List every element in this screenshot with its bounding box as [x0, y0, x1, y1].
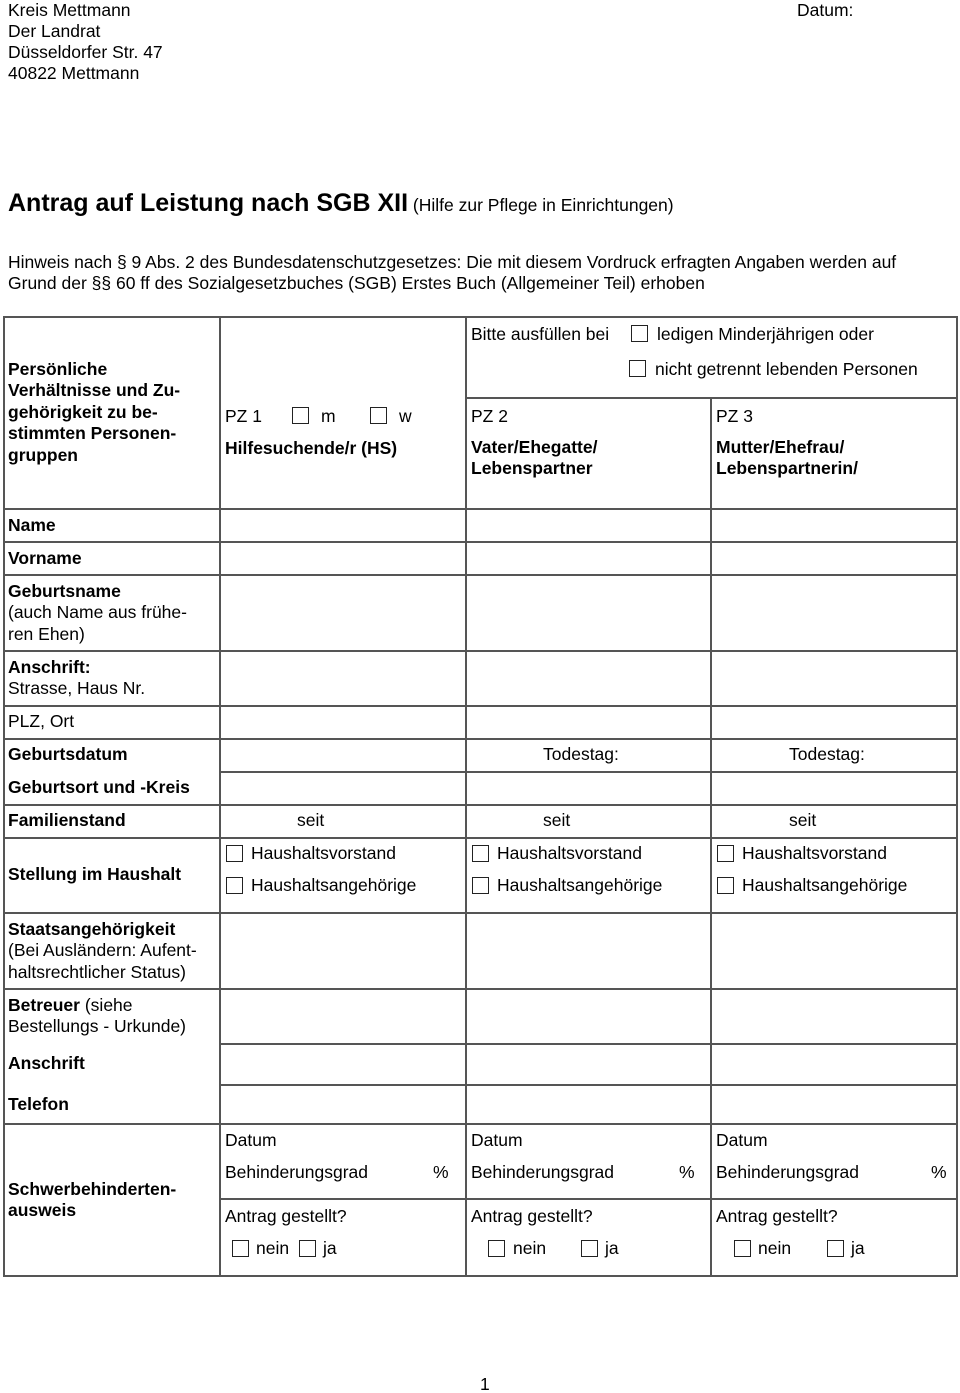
row-label-schwb: ausweis [8, 1200, 77, 1220]
pz2-label: PZ 2 [471, 406, 508, 426]
option-label: Haushaltsangehörige [497, 875, 663, 895]
option-label: Haushaltsangehörige [251, 875, 417, 895]
row-label-telefon: Telefon [8, 1094, 69, 1114]
row-label-geburtsname: Geburtsname [8, 581, 121, 601]
checkbox-haushaltsvorstand[interactable] [226, 845, 243, 862]
date-label: Datum: [797, 0, 854, 20]
sender-line: 40822 Mettmann [8, 63, 140, 83]
section-label: gehörigkeit zu be- [8, 402, 158, 422]
table-grid-line [3, 837, 958, 839]
section-label: stimmten Personen- [8, 423, 177, 443]
table-grid-line [3, 541, 958, 543]
row-label-plz: PLZ, Ort [8, 711, 75, 731]
checkbox-ja[interactable] [299, 1240, 316, 1257]
table-grid-line [3, 912, 958, 914]
sender-line: Der Landrat [8, 21, 101, 41]
row-note: haltsrechtlicher Status) [8, 962, 186, 982]
table-grid-line [3, 988, 958, 990]
checkbox-ledige-minderjaehrige[interactable] [631, 325, 648, 342]
female-label: w [399, 406, 412, 426]
table-grid-line [465, 316, 467, 1277]
checkbox-nein[interactable] [734, 1240, 751, 1257]
checkbox-haushaltsangehoerige[interactable] [472, 877, 489, 894]
checkbox-ja[interactable] [581, 1240, 598, 1257]
pz1-label: PZ 1 [225, 406, 262, 426]
row-label-anschrift: Anschrift: [8, 657, 91, 677]
table-grid-line [3, 804, 958, 806]
grad-label: Behinderungsgrad [225, 1162, 369, 1182]
datum-label: Datum [471, 1130, 523, 1150]
pz3-role: Mutter/Ehefrau/ [716, 437, 845, 457]
row-label-stellung: Stellung im Haushalt [8, 864, 182, 884]
datum-label: Datum [225, 1130, 277, 1150]
ja-label: ja [605, 1238, 619, 1258]
checkbox-nein[interactable] [232, 1240, 249, 1257]
ja-label: ja [323, 1238, 337, 1258]
option-label: nicht getrennt lebenden Personen [655, 359, 918, 379]
row-label-staat: Staatsangehörigkeit [8, 919, 176, 939]
table-grid-line [3, 1275, 958, 1277]
pz2-role: Lebenspartner [471, 458, 593, 478]
checkbox-male[interactable] [292, 407, 309, 424]
title-text: Antrag auf Leistung nach SGB XII [8, 189, 409, 217]
table-grid-line [710, 397, 712, 1277]
table-grid-line [3, 508, 958, 510]
notice-line: Hinweis nach § 9 Abs. 2 des Bundesdatenschutzgesetzes: Die mit diesem Vordruck erfragten Angaben werden auf [8, 252, 897, 272]
checkbox-female[interactable] [370, 407, 387, 424]
checkbox-nicht-getrennt[interactable] [629, 360, 646, 377]
row-note: (auch Name aus frühe- [8, 602, 187, 622]
pz1-role: Hilfesuchende/r (HS) [225, 438, 398, 458]
notice-line: Grund der §§ 60 ff des Sozialgesetzbuches (SGB) Erstes Buch (Allgemeiner Teil) erhoben [8, 273, 705, 293]
antrag-label: Antrag gestellt? [716, 1206, 838, 1226]
row-note: Strasse, Haus Nr. [8, 678, 146, 698]
table-grid-line [956, 316, 958, 1277]
ja-label: ja [851, 1238, 865, 1258]
row-label-familienstand: Familienstand [8, 810, 126, 830]
option-label: Haushaltsvorstand [251, 843, 396, 863]
antrag-label: Antrag gestellt? [225, 1206, 347, 1226]
title-subtitle: (Hilfe zur Pflege in Einrichtungen) [412, 195, 674, 215]
antrag-label: Antrag gestellt? [471, 1206, 593, 1226]
row-label-anschrift-betreuer: Anschrift [8, 1053, 85, 1073]
betreuer-note: (siehe [84, 995, 133, 1015]
seit-label: seit [543, 810, 571, 830]
table-grid-line [3, 650, 958, 652]
section-label: Verhältnisse und Zu- [8, 380, 181, 400]
table-grid-line [3, 1123, 958, 1125]
checkbox-haushaltsvorstand[interactable] [717, 845, 734, 862]
nein-label: nein [758, 1238, 792, 1258]
checkbox-ja[interactable] [827, 1240, 844, 1257]
sender-line: Düsseldorfer Str. 47 [8, 42, 163, 62]
table-grid-line [3, 574, 958, 576]
pz3-label: PZ 3 [716, 406, 753, 426]
row-label-geburtsdatum: Geburtsdatum [8, 744, 128, 764]
table-grid-line [219, 771, 958, 773]
table-grid-line [219, 1043, 958, 1045]
grad-label: Behinderungsgrad [716, 1162, 860, 1182]
datum-label: Datum [716, 1130, 768, 1150]
option-label: Haushaltsangehörige [742, 875, 908, 895]
row-note: ren Ehen) [8, 624, 85, 644]
section-label: Persönliche [8, 359, 108, 379]
male-label: m [321, 406, 336, 426]
row-note: Bestellungs - Urkunde) [8, 1016, 186, 1036]
table-grid-line [3, 316, 5, 1277]
percent-label: % [679, 1162, 695, 1182]
table-grid-line [3, 738, 958, 740]
betreuer-label: Betreuer [8, 995, 80, 1015]
seit-label: seit [789, 810, 817, 830]
row-label-geburtsort: Geburtsort und -Kreis [8, 777, 190, 797]
checkbox-haushaltsangehoerige[interactable] [717, 877, 734, 894]
todestag-label: Todestag: [543, 744, 619, 764]
row-label-schwb: Schwerbehinderten- [8, 1179, 177, 1199]
option-label: ledigen Minderjährigen oder [657, 324, 874, 344]
nein-label: nein [513, 1238, 547, 1258]
table-grid-line [3, 705, 958, 707]
page-number: 1 [480, 1374, 490, 1393]
table-grid-line [219, 316, 221, 1277]
checkbox-haushaltsvorstand[interactable] [472, 845, 489, 862]
nein-label: nein [256, 1238, 290, 1258]
option-label: Haushaltsvorstand [742, 843, 887, 863]
grad-label: Behinderungsgrad [471, 1162, 615, 1182]
option-label: Haushaltsvorstand [497, 843, 642, 863]
checkbox-haushaltsangehoerige[interactable] [226, 877, 243, 894]
row-label-betreuer [8, 995, 133, 1016]
table-grid-line [219, 1084, 958, 1086]
percent-label: % [931, 1162, 947, 1182]
row-label-vorname: Vorname [8, 548, 82, 568]
section-label: gruppen [8, 445, 78, 465]
pz3-role: Lebenspartnerin/ [716, 458, 858, 478]
seit-label: seit [297, 810, 325, 830]
percent-label: % [433, 1162, 449, 1182]
table-grid-line [3, 316, 958, 318]
form-title [8, 189, 674, 217]
checkbox-nein[interactable] [488, 1240, 505, 1257]
sender-line: Kreis Mettmann [8, 0, 131, 20]
fill-hint: Bitte ausfüllen bei [471, 324, 610, 344]
todestag-label: Todestag: [789, 744, 865, 764]
row-note: (Bei Ausländern: Aufent- [8, 940, 197, 960]
pz2-role: Vater/Ehegatte/ [471, 437, 598, 457]
table-grid-line [219, 1198, 958, 1200]
row-label-name: Name [8, 515, 56, 535]
